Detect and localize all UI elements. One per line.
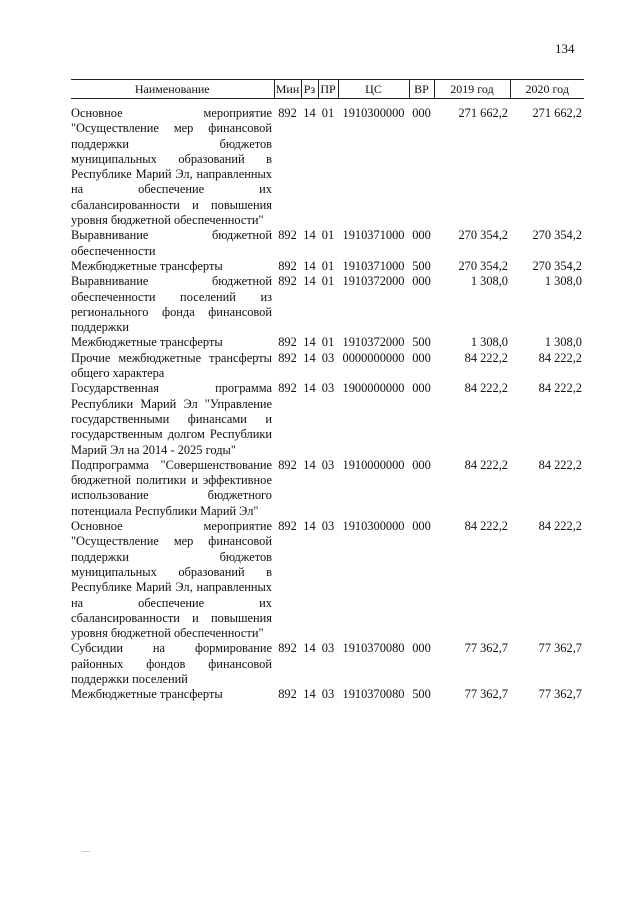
table-row [71, 381, 584, 457]
cell-rz: 14 [303, 106, 316, 120]
cell-cs: 1910371000 [342, 258, 405, 273]
cell-y2020: 270 354,2 [532, 228, 582, 243]
cell-y2019: 84 222,2 [464, 350, 508, 365]
cell-pr: 01 [321, 335, 335, 350]
header-rz: Рз [301, 80, 318, 99]
header-name: Наименование [71, 80, 274, 99]
header-cs: ЦС [338, 80, 409, 99]
cell-rz: 14 [303, 335, 316, 350]
cell-y2020: 1 308,0 [544, 335, 582, 350]
cell-y2020: 84 222,2 [538, 350, 582, 365]
cell-name: Государственная программа Республики Марий Эл "Управление государственными финансами и государственным долгом Республики Марий Эл на 2014 - 2025 годы" [71, 381, 272, 457]
cell-y2020: 84 222,2 [538, 457, 582, 472]
cell-min: 892 [278, 228, 297, 243]
cell-y2019: 77 362,7 [464, 687, 508, 702]
table-header-row [71, 80, 584, 99]
cell-vr: 000 [412, 641, 431, 656]
cell-min: 892 [278, 258, 297, 273]
cell-min: 892 [278, 519, 297, 534]
header-vr: ВР [409, 80, 434, 99]
cell-y2020: 77 362,7 [538, 641, 582, 656]
table-body [71, 99, 584, 703]
cell-vr: 000 [412, 106, 431, 120]
cell-name: Межбюджетные трансферты [71, 258, 223, 273]
cell-y2020: 84 222,2 [538, 519, 582, 534]
cell-vr: 000 [412, 228, 431, 243]
cell-name: Подпрограмма "Совершенствование бюджетной политики и эффективное использование бюджетного потенциала Республики Марий Эл" [71, 457, 272, 518]
cell-name: Основное мероприятие "Осуществление мер финансовой поддержки бюджетов муниципальных образований в Республике Марий Эл, направленных на обеспечение их сбалансированности и повышения уровня бюджетной обеспеченности" [71, 106, 272, 228]
cell-y2019: 84 222,2 [464, 381, 508, 396]
cell-rz: 14 [303, 258, 316, 273]
cell-pr: 01 [321, 228, 335, 243]
cell-cs: 1910370080 [342, 687, 405, 702]
cell-min: 892 [278, 381, 297, 396]
cell-vr: 000 [412, 381, 431, 396]
cell-y2019: 84 222,2 [464, 457, 508, 472]
cell-y2020: 77 362,7 [538, 687, 582, 702]
cell-vr: 000 [412, 519, 431, 534]
table-row [71, 458, 584, 519]
cell-y2019: 1 308,0 [470, 335, 508, 350]
cell-name: Выравнивание бюджетной обеспеченности [71, 228, 272, 258]
header-pr: ПР [318, 80, 338, 99]
cell-rz: 14 [303, 519, 316, 534]
scan-mark [82, 851, 90, 852]
table-row [71, 274, 584, 335]
cell-cs: 1910372000 [342, 335, 405, 350]
cell-cs: 1900000000 [342, 381, 405, 396]
cell-vr: 000 [412, 350, 431, 365]
table-row [71, 228, 584, 259]
cell-rz: 14 [303, 641, 316, 656]
budget-table [71, 79, 584, 703]
cell-y2020: 84 222,2 [538, 381, 582, 396]
cell-y2019: 84 222,2 [464, 519, 508, 534]
cell-y2019: 271 662,2 [458, 106, 508, 120]
cell-name: Субсидии на формирование районных фондов финансовой поддержки поселений [71, 641, 272, 686]
cell-rz: 14 [303, 457, 316, 472]
table-row [71, 351, 584, 382]
page-number: 134 [555, 41, 575, 56]
cell-cs: 1910370080 [342, 641, 405, 656]
cell-cs: 1910300000 [342, 519, 405, 534]
cell-cs: 0000000000 [342, 350, 405, 365]
cell-name: Межбюджетные трансферты [71, 687, 223, 702]
cell-y2019: 77 362,7 [464, 641, 508, 656]
cell-rz: 14 [303, 687, 316, 702]
cell-cs: 1910371000 [342, 228, 405, 243]
cell-vr: 000 [412, 274, 431, 289]
cell-min: 892 [278, 687, 297, 702]
cell-y2020: 1 308,0 [544, 274, 582, 289]
cell-y2020: 271 662,2 [532, 106, 582, 120]
cell-y2020: 270 354,2 [532, 258, 582, 273]
table-row [71, 641, 584, 687]
cell-min: 892 [278, 335, 297, 350]
table-row [71, 99, 584, 229]
cell-min: 892 [278, 350, 297, 365]
cell-vr: 500 [412, 687, 431, 702]
cell-vr: 000 [412, 457, 431, 472]
cell-min: 892 [278, 641, 297, 656]
header-min: Мин [274, 80, 301, 99]
cell-rz: 14 [303, 274, 316, 289]
cell-min: 892 [278, 274, 297, 289]
cell-pr: 01 [321, 106, 335, 120]
cell-name: Межбюджетные трансферты [71, 335, 223, 350]
table-row [71, 335, 584, 350]
cell-vr: 500 [412, 335, 431, 350]
cell-pr: 01 [321, 258, 335, 273]
cell-y2019: 270 354,2 [458, 258, 508, 273]
header-2019: 2019 год [434, 80, 510, 99]
table-row [71, 687, 584, 702]
cell-y2019: 1 308,0 [470, 274, 508, 289]
cell-rz: 14 [303, 350, 316, 365]
cell-rz: 14 [303, 228, 316, 243]
cell-name: Выравнивание бюджетной обеспеченности поселений из регионального фонда финансовой поддержки [71, 274, 272, 335]
cell-rz: 14 [303, 381, 316, 396]
cell-cs: 1910372000 [342, 274, 405, 289]
cell-cs: 1910000000 [342, 457, 405, 472]
cell-min: 892 [278, 106, 297, 120]
header-2020: 2020 год [510, 80, 584, 99]
cell-pr: 03 [321, 687, 335, 702]
cell-pr: 03 [321, 381, 335, 396]
cell-name: Прочие межбюджетные трансферты общего характера [71, 350, 272, 381]
table-row [71, 259, 584, 274]
cell-vr: 500 [412, 258, 431, 273]
cell-min: 892 [278, 457, 297, 472]
cell-pr: 03 [321, 457, 335, 472]
table-row [71, 519, 584, 641]
cell-pr: 03 [321, 641, 335, 656]
cell-y2019: 270 354,2 [458, 228, 508, 243]
cell-cs: 1910300000 [342, 106, 405, 120]
cell-name: Основное мероприятие "Осуществление мер финансовой поддержки бюджетов муниципальных образований в Республике Марий Эл, направленных на обеспечение их сбалансированности и повышения уровня бюджетной обеспеченности" [71, 519, 272, 641]
cell-pr: 03 [321, 350, 335, 365]
cell-pr: 03 [321, 519, 335, 534]
cell-pr: 01 [321, 274, 335, 289]
